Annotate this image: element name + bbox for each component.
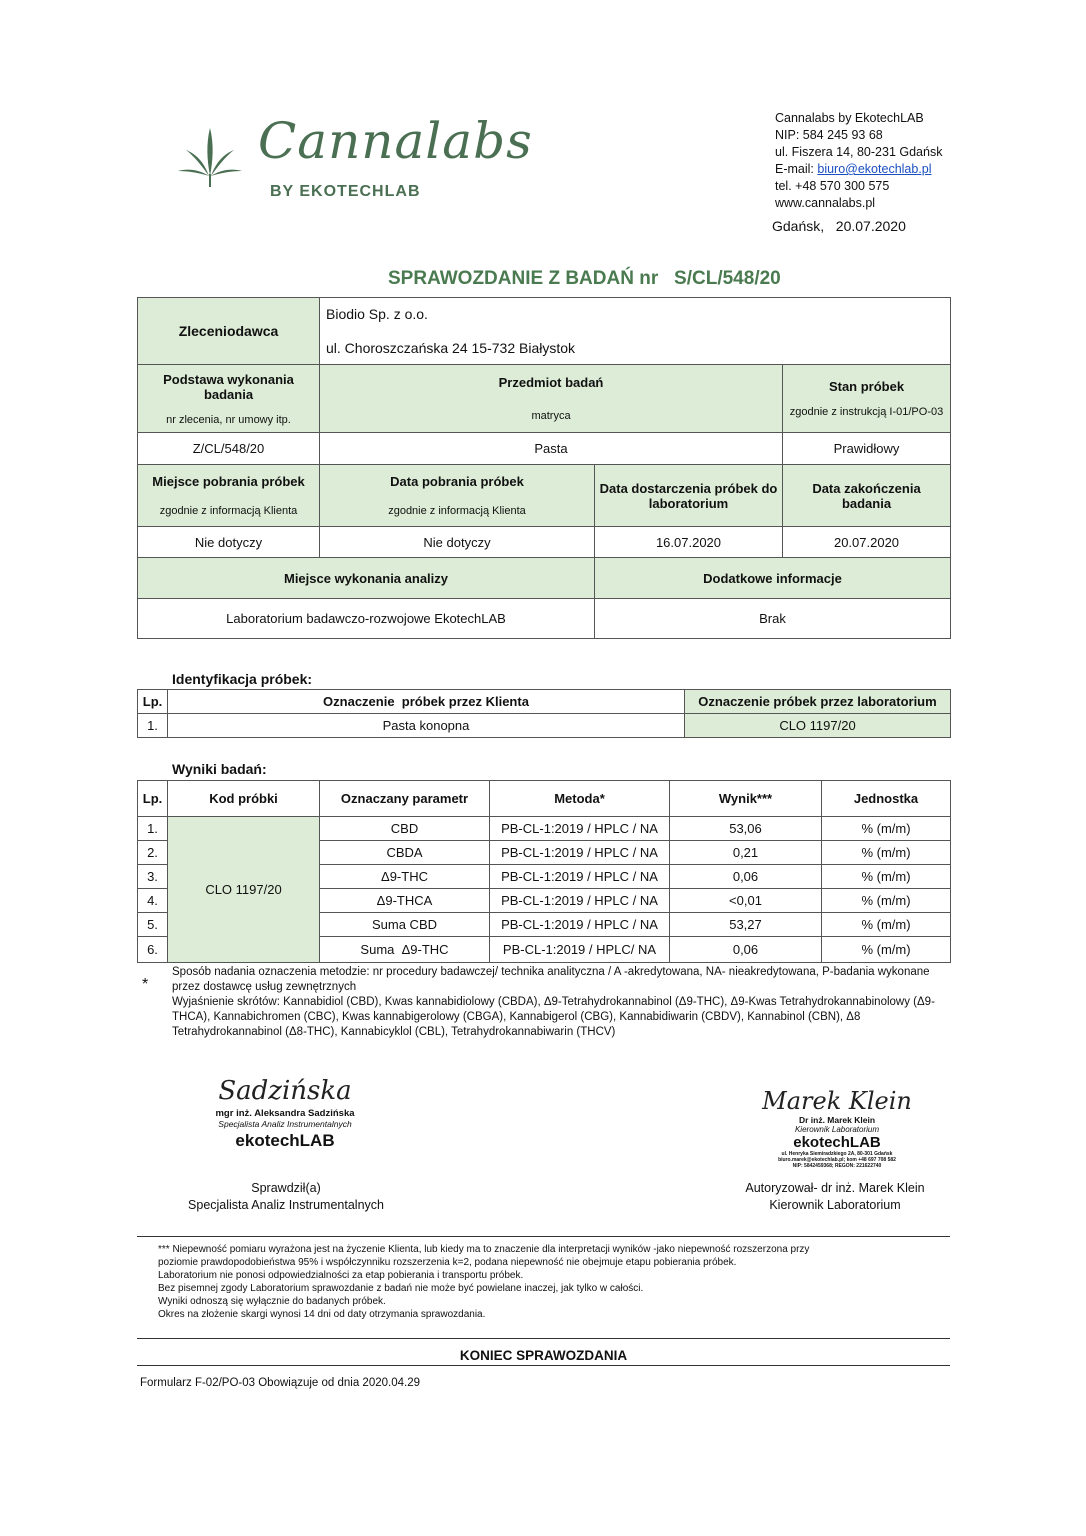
analysis-place-label: Miejsce wykonania analizy bbox=[138, 558, 595, 599]
left-stamp-name: mgr inż. Aleksandra Sadzińska bbox=[215, 1108, 355, 1119]
sampling-place-header bbox=[138, 465, 320, 527]
result-value: 0,21 bbox=[670, 841, 822, 865]
left-signature-handwriting: Sadzińska bbox=[218, 1076, 352, 1106]
results-heading: Wyniki badań: bbox=[172, 761, 267, 777]
results-table bbox=[137, 780, 951, 963]
sampling-place-value: Nie dotyczy bbox=[138, 527, 320, 558]
results-col-result: Wynik*** bbox=[670, 781, 822, 817]
checked-by-title: Specjalista Analiz Instrumentalnych bbox=[188, 1198, 384, 1212]
footer-notes bbox=[158, 1243, 948, 1321]
result-lp: 5. bbox=[138, 913, 168, 937]
analysis-place-value: Laboratorium badawczo-rozwojowe EkotechLAB bbox=[138, 599, 595, 639]
completion-date-value: 20.07.2020 bbox=[783, 527, 951, 558]
state-label: Stan próbek bbox=[828, 379, 905, 394]
abbreviation-note: Wyjaśnienie skrótów: Kannabidiol (CBD), Kwas kannabidiolowy (CBDA), Δ9-Tetrahydrokannabinol (Δ9-THC), Δ9-Kwas Tetrahydrokannabinolowy (Δ9-THCA), Kannabichromen (CBC), Kwas kannabigerolowy (CBGA), Kannabigerol (CBG), Kannabidiwarin (CBDV), Kannabinol (CBN), Δ8 Tetrahydrokannabinol (Δ8-THC), Kannabicyklol (CBL), Tetrahydrokannabiwarin (THCV) bbox=[172, 996, 935, 1038]
contact-phone: tel. +48 570 300 575 bbox=[775, 179, 890, 193]
result-unit: % (m/m) bbox=[822, 865, 951, 889]
client-label: Zleceniodawca bbox=[138, 298, 320, 365]
delivery-date-value: 16.07.2020 bbox=[595, 527, 783, 558]
contact-nip: NIP: 584 245 93 68 bbox=[775, 128, 883, 142]
footer-note-line: Okres na złożenie skargi wynosi 14 dni od daty otrzymania sprawozdania. bbox=[158, 1309, 486, 1320]
result-lp: 6. bbox=[138, 937, 168, 963]
sampling-date-sub: zgodnie z informacją Klienta bbox=[388, 505, 526, 517]
ident-row-lp: 1. bbox=[138, 714, 168, 738]
checked-by-label: Sprawdził(a) bbox=[251, 1181, 321, 1195]
basis-value: Z/CL/548/20 bbox=[138, 433, 320, 465]
delivery-date-label: Data dostarczenia próbek do laboratorium bbox=[595, 465, 783, 527]
right-stamp-brand: ekotechLAB bbox=[793, 1134, 881, 1151]
result-lp: 3. bbox=[138, 865, 168, 889]
result-unit: % (m/m) bbox=[822, 841, 951, 865]
end-of-report: KONIEC SPRAWOZDANIA bbox=[459, 1348, 628, 1363]
client-cell bbox=[320, 298, 951, 365]
cannabis-leaf-icon bbox=[176, 126, 244, 188]
footer-divider-top bbox=[137, 1236, 950, 1237]
result-param: CBDA bbox=[320, 841, 490, 865]
left-stamp-title: Specjalista Analiz Instrumentalnych bbox=[218, 1119, 352, 1129]
footer-note-line: poziomie prawdopodobieństwa 95% i współczynniku rozszerzenia k=2, podana niepewność nie obejmuje etapu pobierania próbek. bbox=[158, 1257, 737, 1268]
right-signature-handwriting: Marek Klein bbox=[762, 1087, 912, 1115]
state-sub: zgodnie z instrukcją I-01/PO-03 bbox=[789, 406, 944, 418]
result-method: PB-CL-1:2019 / HPLC/ NA bbox=[490, 937, 670, 963]
subject-value: Pasta bbox=[320, 433, 783, 465]
additional-info-value: Brak bbox=[595, 599, 951, 639]
result-lp: 2. bbox=[138, 841, 168, 865]
footer-note-line: *** Niepewność pomiaru wyrażona jest na życzenie Klienta, lub kiedy ma to znaczenie dla interpretacji wyników -jako niepewność rozszerzona przy bbox=[158, 1244, 810, 1255]
left-stamp-brand: ekotechLAB bbox=[235, 1131, 335, 1150]
result-value: 53,06 bbox=[670, 817, 822, 841]
completion-date-label: Data zakończenia badania bbox=[783, 465, 951, 527]
right-signatory-role bbox=[720, 1180, 950, 1214]
sampling-place-sub: zgodnie z informacją Klienta bbox=[159, 505, 298, 517]
authorized-by-label: Autoryzował- dr inż. Marek Klein bbox=[745, 1181, 925, 1195]
right-stamp-title: Kierownik Laboratorium bbox=[794, 1125, 880, 1134]
result-method: PB-CL-1:2019 / HPLC / NA bbox=[490, 841, 670, 865]
client-address: ul. Choroszczańska 24 15-732 Białystok bbox=[326, 340, 576, 356]
right-stamp-contact: biuro.marek@ekotechlab.pl; kom +48 697 708 582 bbox=[778, 1157, 896, 1163]
result-param: Suma Δ9-THC bbox=[320, 937, 490, 963]
sampling-date-value: Nie dotyczy bbox=[320, 527, 595, 558]
footer-note-line: Wyniki odnoszą się wyłącznie do badanych próbek. bbox=[158, 1296, 386, 1307]
results-col-code: Kod próbki bbox=[168, 781, 320, 817]
table-row bbox=[138, 714, 951, 738]
result-param: CBD bbox=[320, 817, 490, 841]
identification-table bbox=[137, 689, 951, 738]
report-title: SPRAWOZDANIE Z BADAŃ nr S/CL/548/20 bbox=[388, 268, 781, 289]
contact-web: www.cannalabs.pl bbox=[775, 196, 876, 210]
report-info-table bbox=[137, 297, 951, 639]
sampling-date-header bbox=[320, 465, 595, 527]
results-col-lp: Lp. bbox=[138, 781, 168, 817]
contact-address: ul. Fiszera 14, 80-231 Gdańsk bbox=[775, 145, 943, 159]
contact-email-link[interactable]: biuro@ekotechlab.pl bbox=[817, 162, 932, 176]
subject-label: Przedmiot badań bbox=[498, 375, 604, 390]
contact-company: Cannalabs by EkotechLAB bbox=[775, 111, 924, 125]
client-name: Biodio Sp. z o.o. bbox=[326, 306, 428, 322]
sample-code-cell: CLO 1197/20 bbox=[168, 817, 320, 963]
basis-label: Podstawa wykonania badania bbox=[163, 371, 294, 402]
state-header bbox=[783, 365, 951, 433]
footer-divider-bottom bbox=[137, 1365, 950, 1366]
logo-subtitle: BY EKOTECHLAB bbox=[270, 183, 421, 200]
basis-sub: nr zlecenia, nr umowy itp. bbox=[166, 413, 291, 426]
left-signature bbox=[200, 1076, 370, 1151]
basis-header bbox=[138, 365, 320, 433]
results-col-method: Metoda* bbox=[490, 781, 670, 817]
sampling-place-label: Miejsce pobrania próbek bbox=[152, 474, 305, 489]
results-col-param: Oznaczany parametr bbox=[320, 781, 490, 817]
sampling-date-label: Data pobrania próbek bbox=[390, 474, 524, 489]
identification-heading: Identyfikacja próbek: bbox=[172, 671, 313, 687]
table-row bbox=[138, 817, 951, 841]
result-method: PB-CL-1:2019 / HPLC / NA bbox=[490, 865, 670, 889]
result-method: PB-CL-1:2019 / HPLC / NA bbox=[490, 913, 670, 937]
place-date: Gdańsk, 20.07.2020 bbox=[772, 218, 906, 234]
method-footnote-star: * bbox=[142, 976, 149, 993]
additional-info-label: Dodatkowe informacje bbox=[595, 558, 951, 599]
footer-divider-mid bbox=[137, 1338, 950, 1339]
contact-email-label: E-mail: bbox=[775, 162, 818, 176]
result-unit: % (m/m) bbox=[822, 817, 951, 841]
result-unit: % (m/m) bbox=[822, 913, 951, 937]
right-stamp-ids: NIP: 5842459368; REGON: 221622740 bbox=[792, 1163, 882, 1169]
form-version-note: Formularz F-02/PO-03 Obowiązuje od dnia 2020.04.29 bbox=[140, 1377, 420, 1389]
result-unit: % (m/m) bbox=[822, 889, 951, 913]
ident-col-client: Oznaczenie próbek przez Klienta bbox=[168, 690, 685, 714]
result-param: Δ9-THCA bbox=[320, 889, 490, 913]
result-method: PB-CL-1:2019 / HPLC / NA bbox=[490, 817, 670, 841]
result-unit: % (m/m) bbox=[822, 937, 951, 963]
result-lp: 4. bbox=[138, 889, 168, 913]
right-stamp-name: Dr inż. Marek Klein bbox=[798, 1115, 876, 1125]
result-method: PB-CL-1:2019 / HPLC / NA bbox=[490, 889, 670, 913]
ident-row-client: Pasta konopna bbox=[168, 714, 685, 738]
footer-note-line: Laboratorium nie ponosi odpowiedzialności za etap pobierania i transportu próbek. bbox=[158, 1270, 524, 1281]
results-col-unit: Jednostka bbox=[822, 781, 951, 817]
subject-sub: matryca bbox=[531, 410, 571, 422]
result-param: Suma CBD bbox=[320, 913, 490, 937]
left-signatory-role bbox=[170, 1180, 402, 1214]
lab-contact-block bbox=[775, 110, 942, 212]
logo-wordmark: Cannalabs bbox=[258, 112, 533, 170]
right-stamp-address: ul. Henryka Siemiradzkiego 2A, 80-301 Gdańsk bbox=[781, 1151, 893, 1157]
ident-col-lab: Oznaczenie próbek przez laboratorium bbox=[685, 690, 951, 714]
method-note: Sposób nadania oznaczenia metodzie: nr procedury badawczej/ technika analityczna / A -akredytowana, NA- nieakredytowana, P-badania wykonane przez dostawcę usług zewnętrznych bbox=[172, 966, 930, 993]
result-param: Δ9-THC bbox=[320, 865, 490, 889]
state-value: Prawidłowy bbox=[783, 433, 951, 465]
result-value: 0,06 bbox=[670, 865, 822, 889]
ident-row-lab: CLO 1197/20 bbox=[685, 714, 951, 738]
footer-note-line: Bez pisemnej zgody Laboratorium sprawozdanie z badań nie może być powielane inaczej, jak tylko w całości. bbox=[158, 1283, 644, 1294]
result-value: 0,06 bbox=[670, 937, 822, 963]
result-value: <0,01 bbox=[670, 889, 822, 913]
result-lp: 1. bbox=[138, 817, 168, 841]
authorized-by-title: Kierownik Laboratorium bbox=[769, 1198, 901, 1212]
ident-col-lp: Lp. bbox=[138, 690, 168, 714]
result-value: 53,27 bbox=[670, 913, 822, 937]
subject-header bbox=[320, 365, 783, 433]
right-signature bbox=[752, 1087, 922, 1169]
